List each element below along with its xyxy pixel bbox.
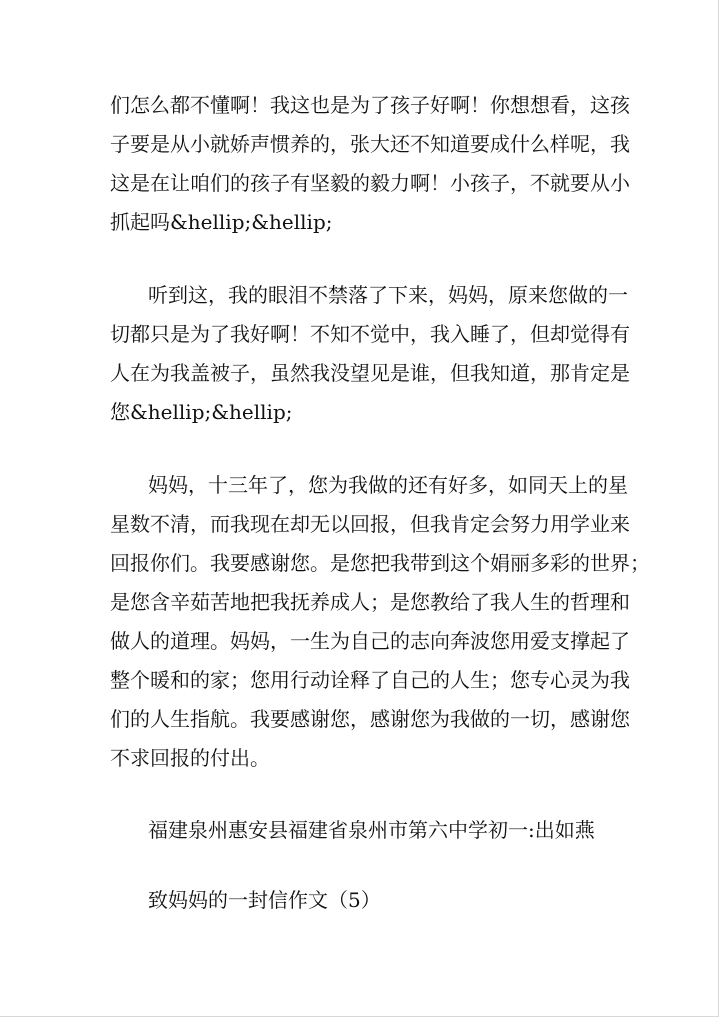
paragraph-3-line-3: 回报你们。我要感谢您。是您把我带到这个娟丽多彩的世界； (110, 551, 650, 575)
paragraph-3-line-7: 们的人生指航。我要感谢您，感谢您为我做的一切，感谢您 (110, 707, 630, 731)
paragraph-2-line-2: 切都只是为了我好啊！不知不觉中，我入睡了，但却觉得有 (110, 322, 630, 346)
paragraph-3-line-1: 妈妈，十三年了，您为我做的还有好多，如同天上的星 (148, 473, 628, 497)
paragraph-3-line-4: 是您含辛茹苦地把我抚养成人；是您教给了我人生的哲理和 (110, 590, 630, 614)
paragraph-1-line-2: 子要是从小就娇声惯养的，张大还不知道要成什么样呢，我 (110, 132, 630, 156)
paragraph-1-line-1: 们怎么都不懂啊！我这也是为了孩子好啊！你想想看，这孩 (110, 93, 630, 117)
paragraph-1-line-4: 抓起吗&hellip;&hellip; (110, 210, 333, 234)
paragraph-1-line-3: 这是在让咱们的孩子有坚毅的毅力啊！小孩子，不就要从小 (110, 171, 630, 195)
paragraph-3-line-5: 做人的道理。妈妈，一生为自己的志向奔波您用爱支撑起了 (110, 629, 630, 653)
paragraph-3-line-8: 不求回报的付出。 (110, 746, 270, 770)
signature-line: 福建泉州惠安县福建省泉州市第六中学初一:出如燕 (148, 818, 595, 842)
paragraph-2-line-1: 听到这，我的眼泪不禁落了下来，妈妈，原来您做的一 (148, 283, 628, 307)
paragraph-2-line-3: 人在为我盖被子，虽然我没望见是谁，但我知道，那肯定是 (110, 361, 630, 385)
paragraph-2-line-4: 您&hellip;&hellip; (110, 400, 293, 424)
paragraph-3-line-6: 整个暖和的家；您用行动诠释了自己的人生；您专心灵为我 (110, 668, 630, 692)
letter-heading: 致妈妈的一封信作文（5） (148, 888, 381, 912)
paragraph-3-line-2: 星数不清，而我现在却无以回报，但我肯定会努力用学业来 (110, 512, 630, 536)
